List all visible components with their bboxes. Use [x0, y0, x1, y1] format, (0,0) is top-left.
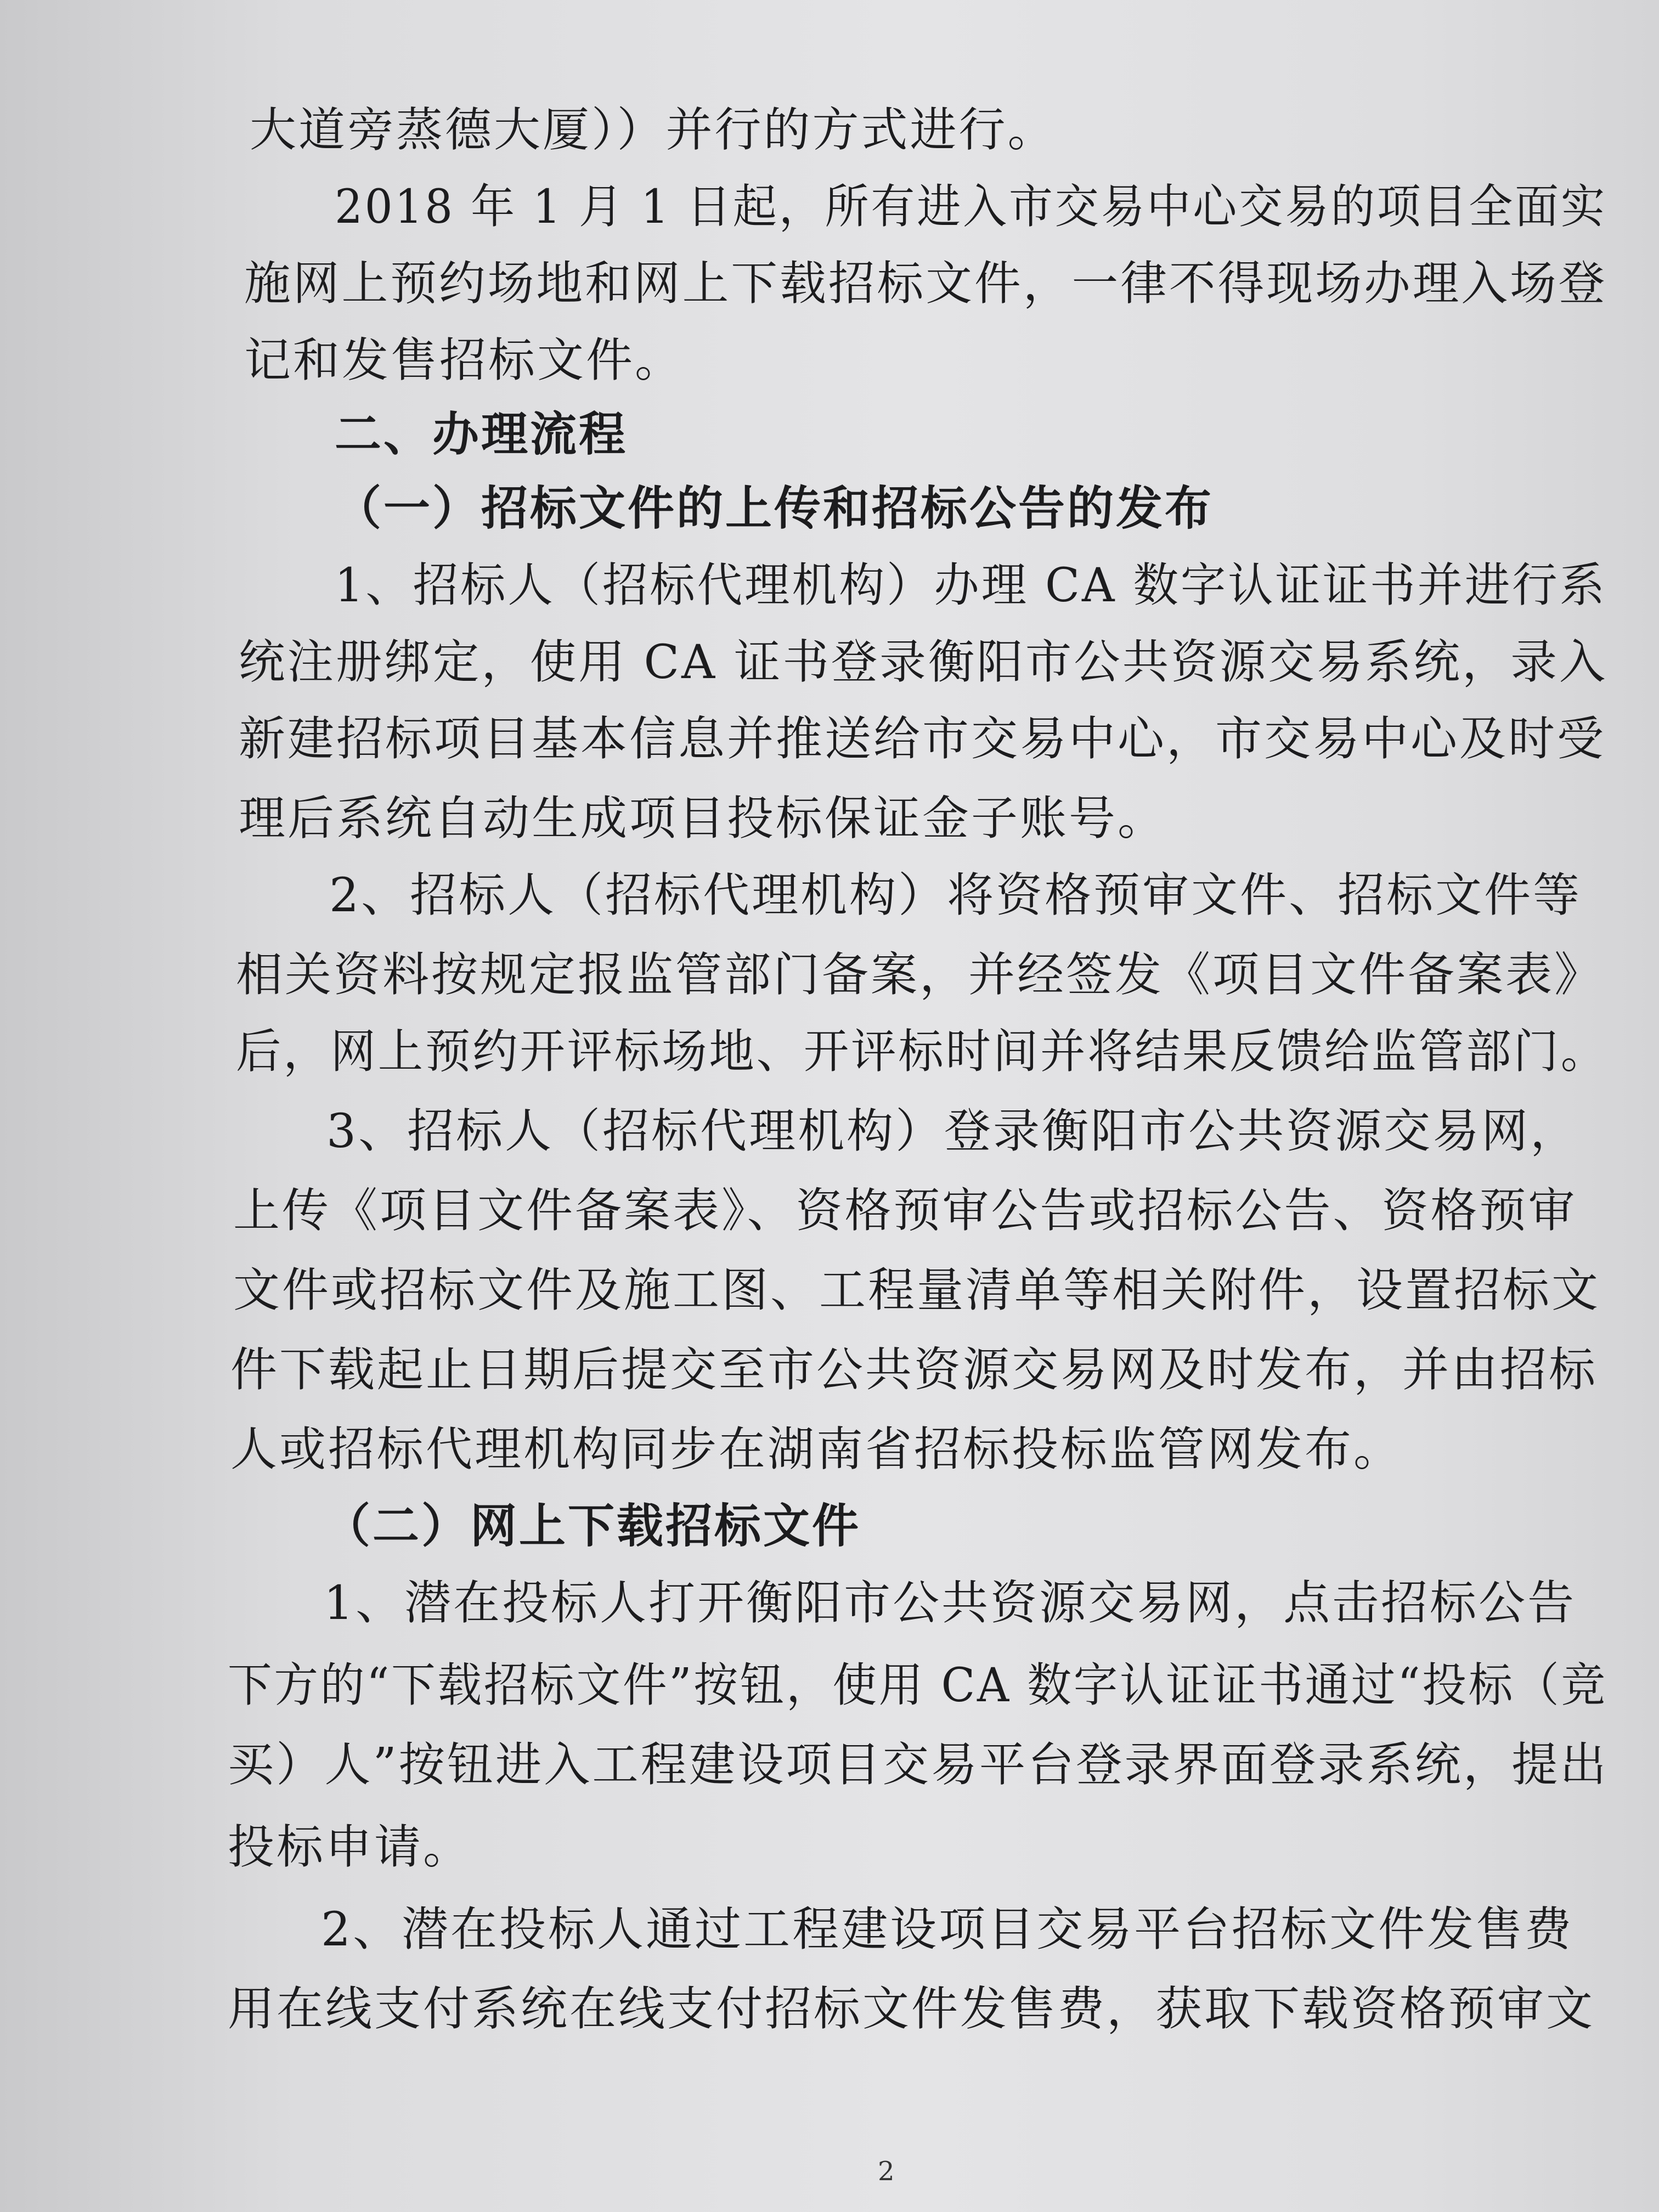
text-line: 统注册绑定，使用 CA 证书登录衡阳市公共资源交易系统，录入 [239, 635, 1608, 690]
text-line: 1、潜在投标人打开衡阳市公共资源交易网，点击招标公告 [324, 1576, 1577, 1630]
text-line: 件下载起止日期后提交至市公共资源交易网及时发布，并由招标 [230, 1343, 1598, 1397]
text-line: 下方的“下载招标文件”按钮，使用 CA 数字认证证书通过“投标（竞 [228, 1658, 1607, 1713]
section-heading: 二、办理流程 [335, 408, 628, 462]
text-line: 文件或招标文件及施工图、工程量清单等相关附件，设置招标文 [233, 1263, 1601, 1318]
subsection-heading: （二）网上下载招标文件 [324, 1499, 861, 1554]
subsection-heading: （一）招标文件的上传和招标公告的发布 [335, 482, 1214, 536]
text-line: 买）人”按钮进入工程建设项目交易平台登录界面登录系统，提出 [228, 1738, 1609, 1792]
text-line: 大道旁蒸德大厦））并行的方式进行。 [250, 103, 1057, 157]
text-line: 2、潜在投标人通过工程建设项目交易平台招标文件发售费 [321, 1903, 1574, 1957]
text-line: 人或招标代理机构同步在湖南省招标投标监管网发布。 [230, 1423, 1403, 1477]
text-line: 2018 年 1 月 1 日起，所有进入市交易中心交易的项目全面实 [335, 180, 1607, 234]
page-number: 2 [878, 2156, 895, 2187]
text-line: 上传《项目文件备案表》、资格预审公告或招标公告、资格预审 [233, 1184, 1577, 1238]
text-line: 后，网上预约开评标场地、开评标时间并将结果反馈给监管部门。 [236, 1025, 1609, 1079]
text-line: 施网上预约场地和网上下载招标文件，一律不得现场办理入场登 [244, 257, 1607, 311]
text-line: 用在线支付系统在线支付招标文件发售费，获取下载资格预审文 [228, 1982, 1595, 2036]
text-line: 3、招标人（招标代理机构）登录衡阳市公共资源交易网， [326, 1104, 1579, 1159]
text-line: 相关资料按规定报监管部门备案，并经签发《项目文件备案表》 [236, 948, 1604, 1002]
text-line: 记和发售招标文件。 [244, 334, 684, 388]
text-line: 新建招标项目基本信息并推送给市交易中心，市交易中心及时受 [239, 712, 1606, 766]
text-line: 理后系统自动生成项目投标保证金子账号。 [239, 792, 1167, 846]
text-line: 2、招标人（招标代理机构）将资格预审文件、招标文件等 [329, 868, 1582, 923]
text-line: 1、招标人（招标代理机构）办理 CA 数字认证证书并进行系 [335, 558, 1607, 613]
text-line: 投标申请。 [228, 1820, 472, 1875]
